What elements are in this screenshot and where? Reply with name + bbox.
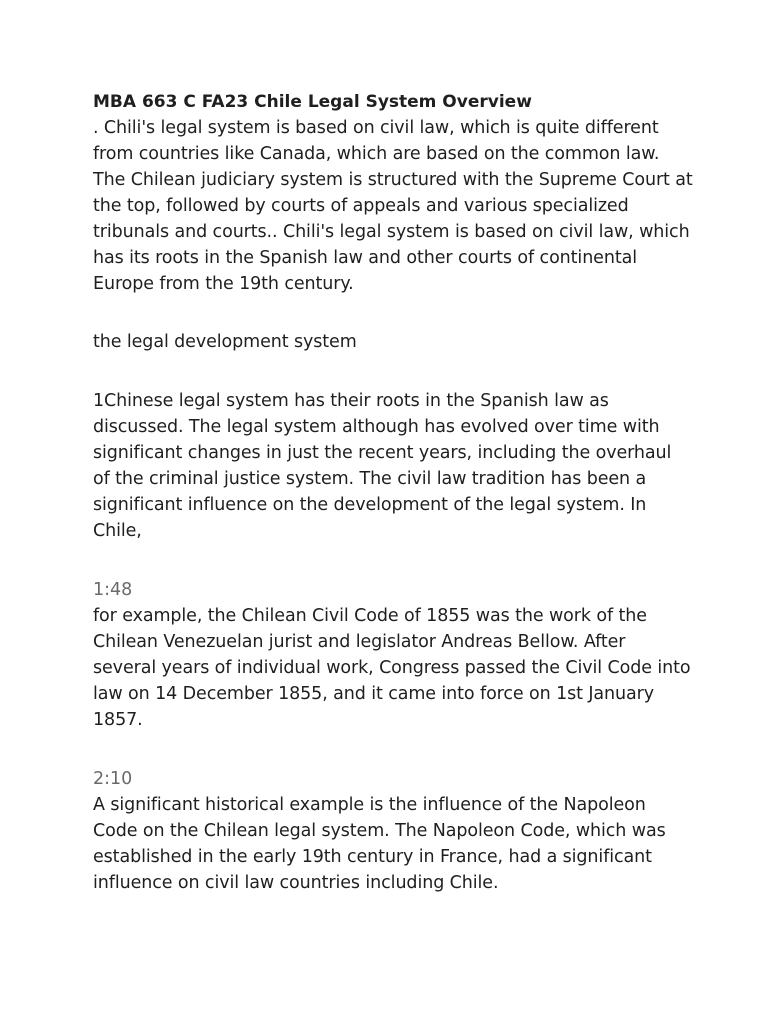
document-title: MBA 663 C FA23 Chile Legal System Overview bbox=[93, 92, 532, 112]
timestamp-2: 2:10 bbox=[93, 769, 133, 789]
document-page bbox=[93, 89, 693, 896]
section-paragraph-3: A significant historical example is the influence of the Napoleon Code on the Chilean legal system. The Napoleon Code, which was established in the early 19th century in France, had a significant influence on civil law countries including Chile. bbox=[93, 795, 666, 893]
intro-paragraph: . Chili's legal system is based on civil law, which is quite different from countries like Canada, which are based on the common law. The Chilean judiciary system is structured with the Supreme Court at the top, followed by courts of appeals and various specialized tribunals and courts.. Chili's legal system is based on civil law, which has its roots in the Spanish law and other courts of continental Europe from the 19th century. bbox=[93, 118, 693, 294]
subheading: the legal development system bbox=[93, 332, 357, 352]
section-paragraph-2: for example, the Chilean Civil Code of 1855 was the work of the Chilean Venezuelan jurist and legislator Andreas Bellow. After several years of individual work, Congress passed the Civil Code into law on 14 December 1855, and it came into force on 1st January 1857. bbox=[93, 606, 691, 730]
section-paragraph-1: 1Chinese legal system has their roots in the Spanish law as discussed. The legal system although has evolved over time with significant changes in just the recent years, including the overhaul of the criminal justice system. The civil law tradition has been a significant influence on the development of the legal system. In Chile, bbox=[93, 391, 672, 541]
timestamp-1: 1:48 bbox=[93, 580, 133, 600]
